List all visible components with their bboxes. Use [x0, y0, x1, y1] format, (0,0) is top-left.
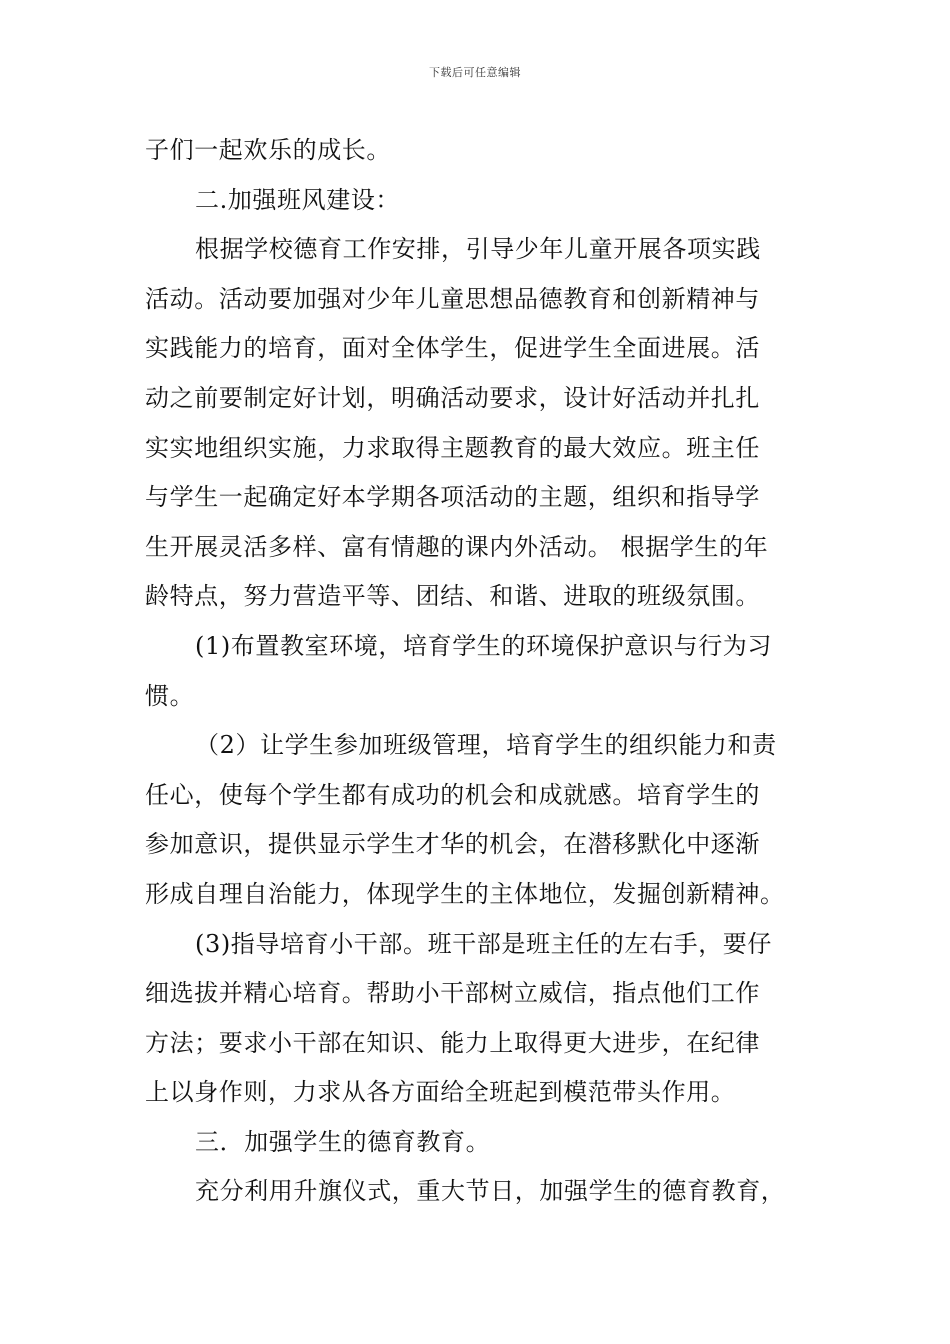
text-line: 充分利用升旗仪式，重大节日，加强学生的德育教育， — [195, 1177, 786, 1206]
text-line: 细选拔并精心培育。帮助小干部树立威信，指点他们工作 — [145, 979, 760, 1008]
text-line: 活动。活动要加强对少年儿童思想品德教育和创新精神与 — [145, 284, 760, 313]
text-line: 根据学校德育工作安排，引导少年儿童开展各项实践 — [195, 235, 761, 264]
text-line: 龄特点，努力营造平等、团结、和谐、进取的班级氛围。 — [145, 582, 760, 611]
text-line: 惯。 — [145, 681, 195, 710]
text-line: 二.加强班风建设： — [195, 185, 401, 214]
text-line: 形成自理自治能力，体现学生的主体地位，发掘创新精神。 — [145, 879, 785, 908]
text-line: 三．加强学生的德育教育。 — [195, 1127, 491, 1156]
text-line: 实实地组织实施，力求取得主题教育的最大效应。班主任 — [145, 433, 760, 462]
text-line: 子们一起欢乐的成长。 — [145, 136, 391, 164]
text-line: 上以身作则，力求从各方面给全班起到模范带头作用。 — [145, 1078, 736, 1107]
text-line: 任心，使每个学生都有成功的机会和成就感。培育学生的 — [145, 780, 760, 809]
text-line: 参加意识，提供显示学生才华的机会，在潜移默化中逐渐 — [145, 830, 760, 859]
document-body — [145, 126, 825, 1217]
text-line: 动之前要制定好计划，明确活动要求，设计好活动并扎扎 — [145, 383, 760, 412]
text-line: 生开展灵活多样、富有情趣的课内外活动。 根据学生的年 — [145, 532, 769, 561]
text-line: 与学生一起确定好本学期各项活动的主题，组织和指导学 — [145, 483, 760, 512]
text-line: (3)指导培育小干部。班干部是班主任的左右手，要仔 — [195, 929, 772, 958]
text-line: 方法；要求小干部在知识、能力上取得更大进步，在纪律 — [145, 1028, 760, 1057]
text-line: (1)布置教室环境，培育学生的环境保护意识与行为习 — [195, 631, 772, 660]
page-header: 下载后可任意编辑 — [429, 66, 521, 79]
text-line: （2）让学生参加班级管理，培育学生的组织能力和责 — [195, 731, 777, 760]
text-line: 实践能力的培育，面对全体学生，促进学生全面进展。活 — [145, 334, 760, 363]
